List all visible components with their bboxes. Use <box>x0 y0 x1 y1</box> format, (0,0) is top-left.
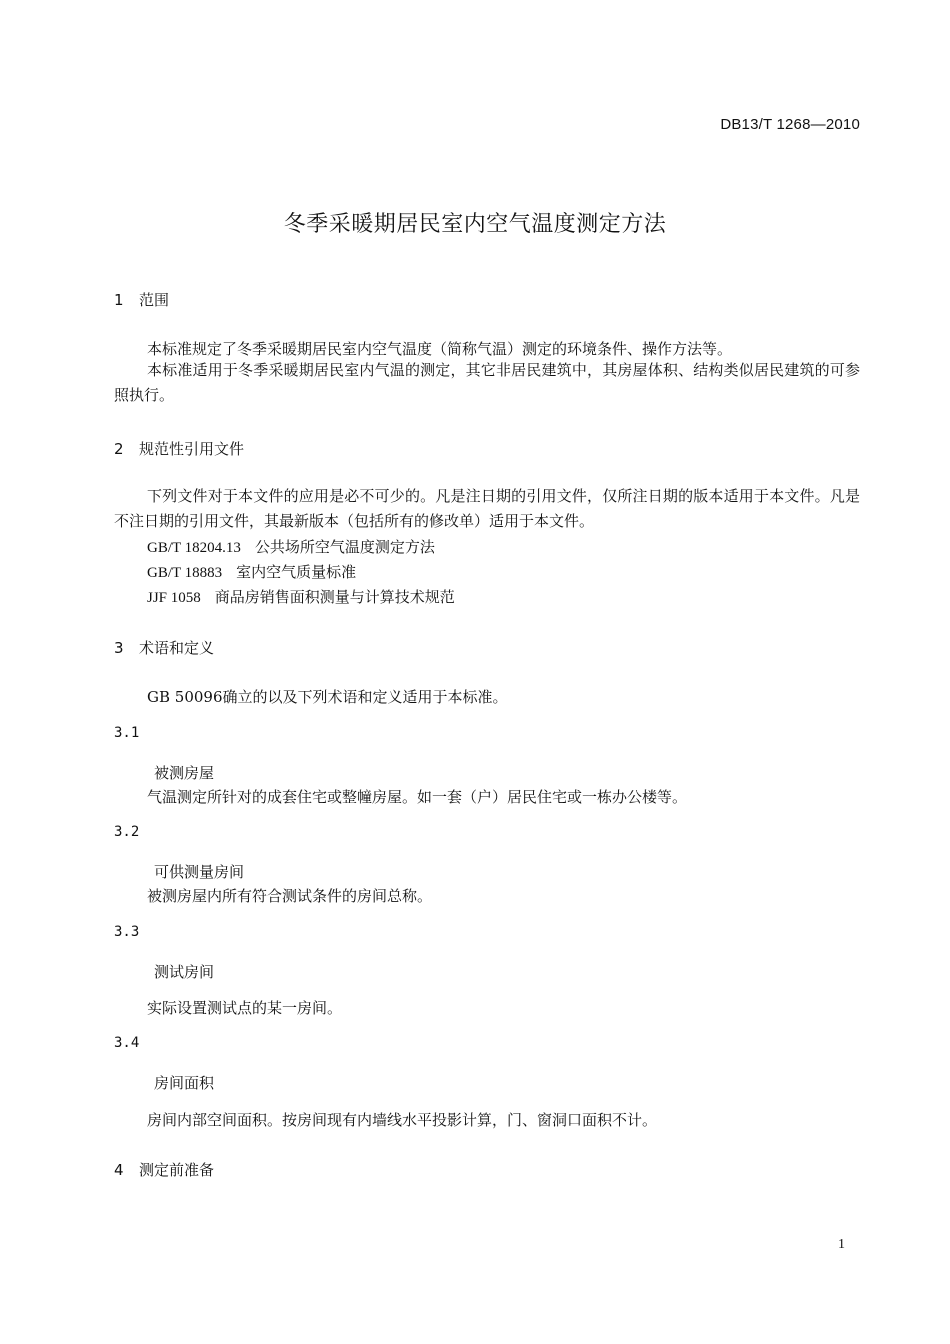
document-title: 冬季采暖期居民室内空气温度测定方法 <box>283 212 667 237</box>
reference-item <box>147 561 356 582</box>
page-number: 1 <box>838 1237 845 1252</box>
section-number: 3 <box>114 639 124 657</box>
reference-title: 公共场所空气温度测定方法 <box>254 538 435 556</box>
reference-title: 商品房销售面积测量与计算技术规范 <box>214 588 455 606</box>
section-3-paragraph-1: GB 50096确立的以及下列术语和定义适用于本标准。 <box>147 688 508 706</box>
term-name: 房间面积 <box>154 1074 215 1092</box>
section-number: 4 <box>114 1161 124 1179</box>
section-heading-4 <box>114 1159 214 1180</box>
term-name: 测试房间 <box>154 963 215 981</box>
section-title: 规范性引用文件 <box>139 440 245 458</box>
section-heading-1 <box>114 289 169 310</box>
term-number: 3.1 <box>114 725 140 741</box>
term-definition: 被测房屋内所有符合测试条件的房间总称。 <box>147 887 433 905</box>
term-number: 3.3 <box>114 924 140 940</box>
reference-item <box>147 586 455 607</box>
section-1-paragraph-1: 本标准规定了冬季采暖期居民室内空气温度（简称气温）测定的环境条件、操作方法等。 <box>147 340 733 358</box>
section-title: 范围 <box>139 291 170 309</box>
term-name: 被测房屋 <box>154 764 215 782</box>
document-code: DB13/T 1268—2010 <box>720 116 860 133</box>
reference-title: 室内空气质量标准 <box>236 563 357 581</box>
term-name: 可供测量房间 <box>154 863 245 881</box>
section-title: 术语和定义 <box>139 639 215 657</box>
reference-code: JJF 1058 <box>147 590 201 606</box>
section-heading-2 <box>114 438 244 459</box>
term-number: 3.2 <box>114 824 140 840</box>
reference-code: GB/T 18883 <box>147 565 223 581</box>
term-definition: 实际设置测试点的某一房间。 <box>147 999 343 1017</box>
section-2-paragraph-1: 下列文件对于本文件的应用是必不可少的。凡是注日期的引用文件，仅所注日期的版本适用于本文件。凡是不注日期的引用文件，其最新版本（包括所有的修改单）适用于本文件。 <box>114 487 860 530</box>
reference-item <box>147 536 435 557</box>
section-1-paragraph-2: 本标准适用于冬季采暖期居民室内气温的测定，其它非居民建筑中，其房屋体积、结构类似居民建筑的可参照执行。 <box>114 361 860 404</box>
term-definition: 气温测定所针对的成套住宅或整幢房屋。如一套（户）居民住宅或一栋办公楼等。 <box>147 788 688 806</box>
term-number: 3.4 <box>114 1035 140 1051</box>
term-definition: 房间内部空间面积。按房间现有内墙线水平投影计算，门、窗洞口面积不计。 <box>147 1111 658 1129</box>
reference-code: GB/T 18204.13 <box>147 540 241 556</box>
section-number: 1 <box>114 291 124 309</box>
section-number: 2 <box>114 440 124 458</box>
section-heading-3 <box>114 637 214 658</box>
section-title: 测定前准备 <box>139 1161 215 1179</box>
